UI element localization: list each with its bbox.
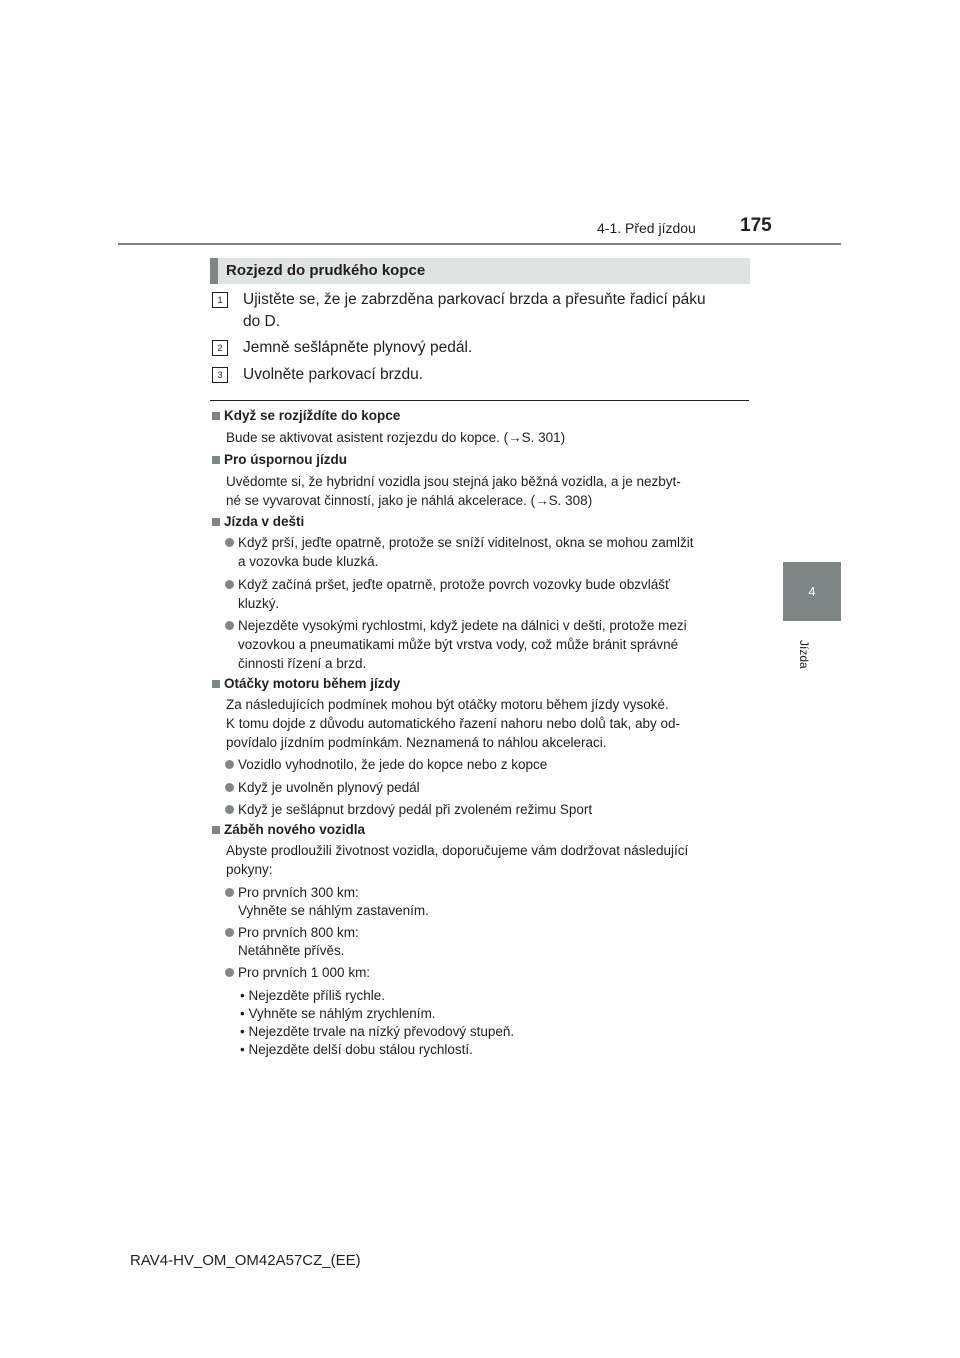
bullet-text-line: vozovkou a pneumatikami může být vrstva vody, což může bránit správné xyxy=(238,637,679,652)
note-text-line: pokyny: xyxy=(226,862,273,877)
sub-bullet-item: • Vyhněte se náhlým zrychlením. xyxy=(240,1006,436,1021)
note-title: Pro úspornou jízdu xyxy=(224,452,347,467)
note-heading-uphill xyxy=(212,408,400,423)
chapter-label-text: Jízda xyxy=(797,640,811,669)
note-heading-economy xyxy=(212,452,347,467)
note-title: Jízda v dešti xyxy=(224,514,305,529)
square-bullet-icon xyxy=(212,518,220,526)
note-text-line: Abyste prodloužili životnost vozidla, doporučujeme vám dodržovat následující xyxy=(226,843,689,858)
chapter-label xyxy=(797,640,811,680)
note-heading-rain xyxy=(212,514,304,529)
sub-bullet-item: • Nejezděte trvale na nízký převodový stupeň. xyxy=(240,1024,515,1039)
round-bullet-icon xyxy=(225,888,234,897)
note-text-line[interactable]: né se vyvarovat činností, jako je náhlá akcelerace. (→S. 308) xyxy=(226,493,593,508)
bullet-text-line: Nejezděte vysokými rychlostmi, když jedete na dálnici v dešti, protože mezi xyxy=(238,618,687,633)
round-bullet-icon xyxy=(225,621,234,630)
note-text-line: Uvědomte si, že hybridní vozidla jsou stejná jako běžná vozidla, a je nezbyt- xyxy=(226,474,681,489)
footer-manual-code: RAV4-HV_OM_OM42A57CZ_(EE) xyxy=(130,1252,361,1269)
bullet-text: Když je sešlápnut brzdový pedál při zvoleném režimu Sport xyxy=(238,802,593,817)
note-heading-break-in xyxy=(212,822,365,837)
round-bullet-icon xyxy=(225,783,234,792)
bullet-text: Pro prvních 1 000 km: xyxy=(238,965,371,980)
bullet-text-line: Pro prvních 300 km: xyxy=(238,885,359,900)
square-bullet-icon xyxy=(212,680,220,688)
bullet-text-line: Pro prvních 800 km: xyxy=(238,925,359,940)
note-heading-engine-speed xyxy=(212,676,400,691)
bullet-text-line: činnosti řízení a brzd. xyxy=(238,656,367,671)
round-bullet-icon xyxy=(225,760,234,769)
round-bullet-icon xyxy=(225,968,234,977)
step-2-text: Jemně sešlápněte plynový pedál. xyxy=(243,339,473,356)
section-reference: 4-1. Před jízdou xyxy=(597,220,696,236)
note-text-line: povídalo jízdním podmínkám. Neznamená to náhlou akceleraci. xyxy=(226,735,607,750)
bullet-text-line: Když začíná pršet, jeďte opatrně, protože povrch vozovky bude obzvlášť xyxy=(238,577,671,592)
sub-bullet-item: • Nejezděte příliš rychle. xyxy=(240,988,386,1003)
note-title: Když se rozjíždíte do kopce xyxy=(224,408,401,423)
bullet-text-line: kluzký. xyxy=(238,596,280,611)
bullet-text-line: a vozovka bude kluzká. xyxy=(238,554,379,569)
note-text-line: K tomu dojde z důvodu automatického řazení nahoru nebo dolů tak, aby od- xyxy=(226,716,681,731)
note-title: Otáčky motoru během jízdy xyxy=(224,676,401,691)
round-bullet-icon xyxy=(225,928,234,937)
note-text[interactable]: Bude se aktivovat asistent rozjezdu do kopce. (→S. 301) xyxy=(226,430,566,445)
square-bullet-icon xyxy=(212,412,220,420)
round-bullet-icon xyxy=(225,580,234,589)
page-number: 175 xyxy=(740,215,772,236)
step-number-3: 3 xyxy=(212,367,228,383)
sub-bullet-item: • Nejezděte delší dobu stálou rychlostí. xyxy=(240,1042,473,1057)
bullet-text: Vozidlo vyhodnotilo, že jede do kopce nebo z kopce xyxy=(238,757,548,772)
header-rule xyxy=(118,243,841,245)
step-3-text: Uvolněte parkovací brzdu. xyxy=(243,366,424,383)
note-text-line: Za následujících podmínek mohou být otáčky motoru během jízdy vysoké. xyxy=(226,697,669,712)
step-number-1: 1 xyxy=(212,292,228,308)
round-bullet-icon xyxy=(225,538,234,547)
step-1-line-2: do D. xyxy=(243,313,281,330)
bullet-text-line: Netáhněte přívěs. xyxy=(238,943,345,958)
step-number-2: 2 xyxy=(212,340,228,356)
round-bullet-icon xyxy=(225,805,234,814)
bullet-text-line: Vyhněte se náhlým zastavením. xyxy=(238,903,429,918)
step-1-line-1: Ujistěte se, že je zabrzděna parkovací brzda a přesuňte řadicí páku xyxy=(243,291,706,308)
box-title: Rozjezd do prudkého kopce xyxy=(226,262,426,279)
square-bullet-icon xyxy=(212,456,220,464)
box-header xyxy=(210,258,750,284)
chapter-tab[interactable]: 4 xyxy=(783,562,841,621)
note-title: Záběh nového vozidla xyxy=(224,822,366,837)
bullet-text: Když je uvolněn plynový pedál xyxy=(238,780,420,795)
section-divider xyxy=(210,400,749,401)
bullet-text-line: Když prší, jeďte opatrně, protože se sníží viditelnost, okna se mohou zamlžit xyxy=(238,535,694,550)
square-bullet-icon xyxy=(212,826,220,834)
